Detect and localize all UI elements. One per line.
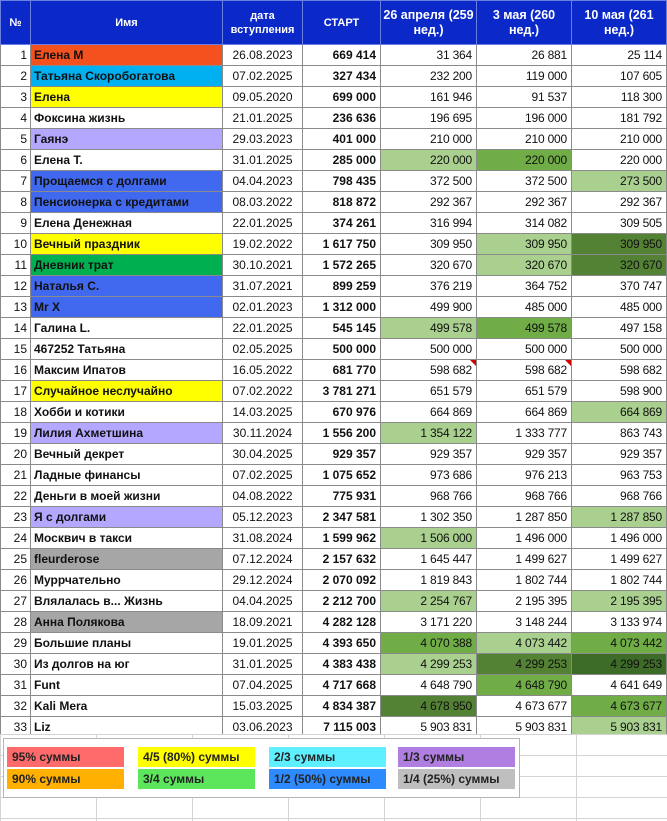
cell-week-259[interactable]: 232 200 [381, 66, 477, 87]
table-row [1, 402, 667, 423]
cell-name[interactable]: Татьяна Скоробогатова [31, 66, 223, 87]
cell-name[interactable]: Пенсионерка с кредитами [31, 192, 223, 213]
cell-week-259[interactable]: 4 648 790 [381, 675, 477, 696]
cell-week-259[interactable]: 309 950 [381, 234, 477, 255]
table-row [1, 528, 667, 549]
legend-item: 2/3 суммы [269, 747, 386, 767]
cell-week-259[interactable]: 320 670 [381, 255, 477, 276]
cell-week-260[interactable]: 1 802 744 [477, 570, 572, 591]
cell-num[interactable]: 1 [1, 45, 31, 66]
cell-date[interactable]: 30.04.2025 [223, 444, 303, 465]
cell-week-260[interactable]: 220 000 [477, 150, 572, 171]
cell-name[interactable]: Случайное неслучайно [31, 381, 223, 402]
cell-name[interactable]: Kali Mera [31, 696, 223, 717]
cell-num[interactable]: 10 [1, 234, 31, 255]
cell-start[interactable]: 1 075 652 [303, 465, 381, 486]
cell-week-260[interactable]: 210 000 [477, 129, 572, 150]
cell-week-261[interactable]: 210 000 [572, 129, 667, 150]
cell-num[interactable]: 11 [1, 255, 31, 276]
table-row [1, 360, 667, 381]
cell-week-261[interactable]: 181 792 [572, 108, 667, 129]
cell-week-260[interactable]: 320 670 [477, 255, 572, 276]
cell-week-259[interactable]: 196 695 [381, 108, 477, 129]
cell-week-261[interactable]: 963 753 [572, 465, 667, 486]
header-week-260[interactable]: 3 мая (260 нед.) [477, 1, 572, 45]
cell-name[interactable]: Наталья С. [31, 276, 223, 297]
cell-week-259[interactable]: 1 302 350 [381, 507, 477, 528]
cell-week-259[interactable]: 500 000 [381, 339, 477, 360]
cell-week-261[interactable]: 107 605 [572, 66, 667, 87]
cell-week-260[interactable]: 4 648 790 [477, 675, 572, 696]
cell-name[interactable]: Дневник трат [31, 255, 223, 276]
cell-start[interactable]: 401 000 [303, 129, 381, 150]
cell-week-261[interactable]: 497 158 [572, 318, 667, 339]
cell-week-259[interactable]: 210 000 [381, 129, 477, 150]
table-row [1, 444, 667, 465]
cell-name[interactable]: Лилия Ахметшина [31, 423, 223, 444]
cell-week-260[interactable]: 499 578 [477, 318, 572, 339]
cell-week-260[interactable]: 4 299 253 [477, 654, 572, 675]
cell-week-261[interactable]: 25 114 [572, 45, 667, 66]
cell-num[interactable]: 26 [1, 570, 31, 591]
table-row [1, 87, 667, 108]
color-legend [3, 738, 520, 798]
cell-week-259[interactable]: 1 354 122 [381, 423, 477, 444]
cell-week-260[interactable]: 196 000 [477, 108, 572, 129]
cell-week-261[interactable]: 5 903 831 [572, 717, 667, 738]
cell-week-259[interactable]: 598 682 [381, 360, 477, 381]
cell-week-261[interactable]: 485 000 [572, 297, 667, 318]
table-row [1, 696, 667, 717]
table-row [1, 171, 667, 192]
cell-week-261[interactable]: 500 000 [572, 339, 667, 360]
cell-start[interactable]: 929 357 [303, 444, 381, 465]
header-week-261[interactable]: 10 мая (261 нед.) [572, 1, 667, 45]
cell-start[interactable]: 1 556 200 [303, 423, 381, 444]
cell-week-261[interactable]: 664 869 [572, 402, 667, 423]
cell-start[interactable]: 681 770 [303, 360, 381, 381]
legend-item: 4/5 (80%) суммы [138, 747, 255, 767]
header-row [1, 1, 667, 45]
cell-num[interactable]: 19 [1, 423, 31, 444]
cell-num[interactable]: 18 [1, 402, 31, 423]
cell-week-260[interactable]: 1 333 777 [477, 423, 572, 444]
cell-name[interactable]: Елена Т. [31, 150, 223, 171]
cell-week-261[interactable]: 220 000 [572, 150, 667, 171]
cell-date[interactable]: 04.08.2022 [223, 486, 303, 507]
cell-week-260[interactable]: 91 537 [477, 87, 572, 108]
cell-num[interactable]: 25 [1, 549, 31, 570]
table-row [1, 255, 667, 276]
cell-name[interactable]: 467252 Татьяна [31, 339, 223, 360]
table-row [1, 66, 667, 87]
cell-date[interactable]: 30.10.2021 [223, 255, 303, 276]
table-row [1, 675, 667, 696]
cell-week-261[interactable]: 4 299 253 [572, 654, 667, 675]
cell-start[interactable]: 500 000 [303, 339, 381, 360]
cell-week-260[interactable]: 976 213 [477, 465, 572, 486]
cell-name[interactable]: Из долгов на юг [31, 654, 223, 675]
cell-name[interactable]: Елена М [31, 45, 223, 66]
cell-date[interactable]: 31.07.2021 [223, 276, 303, 297]
cell-date[interactable]: 02.05.2025 [223, 339, 303, 360]
cell-week-260[interactable]: 4 073 442 [477, 633, 572, 654]
cell-date[interactable]: 19.02.2022 [223, 234, 303, 255]
cell-week-261[interactable]: 968 766 [572, 486, 667, 507]
table-row [1, 234, 667, 255]
header-week-259[interactable]: 26 апреля (259 нед.) [381, 1, 477, 45]
cell-week-259[interactable]: 220 000 [381, 150, 477, 171]
cell-week-259[interactable]: 499 900 [381, 297, 477, 318]
cell-date[interactable]: 15.03.2025 [223, 696, 303, 717]
cell-name[interactable]: Funt [31, 675, 223, 696]
cell-week-261[interactable]: 1 499 627 [572, 549, 667, 570]
cell-date[interactable]: 18.09.2021 [223, 612, 303, 633]
cell-date[interactable]: 21.01.2025 [223, 108, 303, 129]
cell-name[interactable]: Фоксина жизнь [31, 108, 223, 129]
cell-start[interactable]: 2 347 581 [303, 507, 381, 528]
header-name[interactable]: Имя [31, 1, 223, 45]
cell-week-259[interactable]: 1 506 000 [381, 528, 477, 549]
cell-start[interactable]: 3 781 271 [303, 381, 381, 402]
cell-week-260[interactable]: 364 752 [477, 276, 572, 297]
legend-item: 1/4 (25%) суммы [398, 769, 515, 789]
cell-start[interactable]: 775 931 [303, 486, 381, 507]
cell-week-259[interactable]: 664 869 [381, 402, 477, 423]
cell-name[interactable]: fleurderose [31, 549, 223, 570]
cell-week-261[interactable]: 3 133 974 [572, 612, 667, 633]
table-row [1, 129, 667, 150]
cell-week-260[interactable]: 651 579 [477, 381, 572, 402]
table-row [1, 423, 667, 444]
cell-date[interactable]: 14.03.2025 [223, 402, 303, 423]
cell-week-261[interactable]: 863 743 [572, 423, 667, 444]
cell-start[interactable]: 236 636 [303, 108, 381, 129]
cell-start[interactable]: 327 434 [303, 66, 381, 87]
cell-week-259[interactable]: 5 903 831 [381, 717, 477, 738]
table-row [1, 486, 667, 507]
cell-date[interactable]: 26.08.2023 [223, 45, 303, 66]
cell-start[interactable]: 670 976 [303, 402, 381, 423]
cell-week-260[interactable]: 314 082 [477, 213, 572, 234]
table-row [1, 108, 667, 129]
cell-week-259[interactable]: 376 219 [381, 276, 477, 297]
cell-week-260[interactable]: 968 766 [477, 486, 572, 507]
cell-week-259[interactable]: 929 357 [381, 444, 477, 465]
cell-date[interactable]: 22.01.2025 [223, 318, 303, 339]
cell-name[interactable]: Liz [31, 717, 223, 738]
cell-start[interactable]: 2 157 632 [303, 549, 381, 570]
cell-date[interactable]: 31.01.2025 [223, 654, 303, 675]
cell-week-260[interactable]: 1 499 627 [477, 549, 572, 570]
cell-name[interactable]: Гаянэ [31, 129, 223, 150]
cell-num[interactable]: 22 [1, 486, 31, 507]
table-row [1, 654, 667, 675]
cell-name[interactable]: Вечный декрет [31, 444, 223, 465]
table-row [1, 276, 667, 297]
table-row [1, 465, 667, 486]
cell-num[interactable]: 5 [1, 129, 31, 150]
legend-item: 1/2 (50%) суммы [269, 769, 386, 789]
cell-num[interactable]: 24 [1, 528, 31, 549]
cell-start[interactable]: 1 617 750 [303, 234, 381, 255]
cell-week-259[interactable]: 372 500 [381, 171, 477, 192]
cell-week-261[interactable]: 2 195 395 [572, 591, 667, 612]
cell-week-260[interactable]: 485 000 [477, 297, 572, 318]
cell-num[interactable]: 16 [1, 360, 31, 381]
cell-start[interactable]: 1 572 265 [303, 255, 381, 276]
cell-week-260[interactable]: 26 881 [477, 45, 572, 66]
cell-week-261[interactable]: 4 641 649 [572, 675, 667, 696]
cell-name[interactable]: Анна Полякова [31, 612, 223, 633]
cell-week-259[interactable]: 161 946 [381, 87, 477, 108]
cell-name[interactable]: Галина L. [31, 318, 223, 339]
cell-week-259[interactable]: 31 364 [381, 45, 477, 66]
cell-week-261[interactable]: 929 357 [572, 444, 667, 465]
header-date[interactable]: дата вступления [223, 1, 303, 45]
cell-week-260[interactable]: 309 950 [477, 234, 572, 255]
cell-week-260[interactable]: 1 287 850 [477, 507, 572, 528]
cell-num[interactable]: 14 [1, 318, 31, 339]
cell-num[interactable]: 17 [1, 381, 31, 402]
cell-week-260[interactable]: 929 357 [477, 444, 572, 465]
cell-week-261[interactable]: 370 747 [572, 276, 667, 297]
cell-date[interactable]: 29.03.2023 [223, 129, 303, 150]
cell-date[interactable]: 31.01.2025 [223, 150, 303, 171]
cell-start[interactable]: 818 872 [303, 192, 381, 213]
cell-start[interactable]: 7 115 003 [303, 717, 381, 738]
cell-name[interactable]: Большие планы [31, 633, 223, 654]
cell-date[interactable]: 07.02.2025 [223, 465, 303, 486]
cell-num[interactable]: 13 [1, 297, 31, 318]
cell-week-259[interactable]: 4 070 388 [381, 633, 477, 654]
cell-start[interactable]: 699 000 [303, 87, 381, 108]
table-row [1, 549, 667, 570]
cell-date[interactable]: 07.02.2022 [223, 381, 303, 402]
cell-start[interactable]: 4 393 650 [303, 633, 381, 654]
table-row [1, 213, 667, 234]
cell-date[interactable]: 02.01.2023 [223, 297, 303, 318]
cell-name[interactable]: Муррчательно [31, 570, 223, 591]
table-row [1, 318, 667, 339]
cell-name[interactable]: Вечный праздник [31, 234, 223, 255]
cell-week-260[interactable]: 3 148 244 [477, 612, 572, 633]
cell-name[interactable]: Влялалась в... Жизнь [31, 591, 223, 612]
empty-sheet-grid [0, 734, 667, 821]
cell-name[interactable]: Деньги в моей жизни [31, 486, 223, 507]
cell-week-259[interactable]: 1 819 843 [381, 570, 477, 591]
cell-start[interactable]: 669 414 [303, 45, 381, 66]
cell-date[interactable]: 07.12.2024 [223, 549, 303, 570]
cell-name[interactable]: Москвич в такси [31, 528, 223, 549]
cell-date[interactable]: 31.08.2024 [223, 528, 303, 549]
cell-start[interactable]: 285 000 [303, 150, 381, 171]
cell-date[interactable]: 09.05.2020 [223, 87, 303, 108]
cell-week-259[interactable]: 3 171 220 [381, 612, 477, 633]
table-row [1, 591, 667, 612]
cell-start[interactable]: 4 383 438 [303, 654, 381, 675]
cell-num[interactable]: 6 [1, 150, 31, 171]
cell-date[interactable]: 16.05.2022 [223, 360, 303, 381]
cell-start[interactable]: 1 312 000 [303, 297, 381, 318]
cell-week-261[interactable]: 273 500 [572, 171, 667, 192]
cell-week-259[interactable]: 1 645 447 [381, 549, 477, 570]
cell-num[interactable]: 7 [1, 171, 31, 192]
cell-date[interactable]: 29.12.2024 [223, 570, 303, 591]
cell-num[interactable]: 8 [1, 192, 31, 213]
cell-date[interactable]: 07.04.2025 [223, 675, 303, 696]
table-row [1, 381, 667, 402]
cell-week-260[interactable]: 500 000 [477, 339, 572, 360]
table-row [1, 507, 667, 528]
cell-week-259[interactable]: 292 367 [381, 192, 477, 213]
cell-week-261[interactable]: 1 287 850 [572, 507, 667, 528]
table-row [1, 297, 667, 318]
cell-week-260[interactable]: 119 000 [477, 66, 572, 87]
cell-num[interactable]: 27 [1, 591, 31, 612]
cell-num[interactable]: 30 [1, 654, 31, 675]
cell-week-261[interactable]: 1 496 000 [572, 528, 667, 549]
table-row [1, 633, 667, 654]
cell-date[interactable]: 04.04.2025 [223, 591, 303, 612]
cell-num[interactable]: 20 [1, 444, 31, 465]
cell-name[interactable]: Ладные финансы [31, 465, 223, 486]
cell-week-259[interactable]: 968 766 [381, 486, 477, 507]
table-row [1, 150, 667, 171]
cell-num[interactable]: 32 [1, 696, 31, 717]
cell-week-260[interactable]: 372 500 [477, 171, 572, 192]
cell-date[interactable]: 03.06.2023 [223, 717, 303, 738]
cell-name[interactable]: Хобби и котики [31, 402, 223, 423]
cell-num[interactable]: 31 [1, 675, 31, 696]
header-start[interactable]: СТАРТ [303, 1, 381, 45]
cell-week-261[interactable]: 1 802 744 [572, 570, 667, 591]
cell-name[interactable]: Елена Денежная [31, 213, 223, 234]
cell-week-260[interactable]: 2 195 395 [477, 591, 572, 612]
cell-date[interactable]: 07.02.2025 [223, 66, 303, 87]
cell-start[interactable]: 374 261 [303, 213, 381, 234]
cell-date[interactable]: 05.12.2023 [223, 507, 303, 528]
legend-item: 1/3 суммы [398, 747, 515, 767]
table-row [1, 339, 667, 360]
cell-name[interactable]: Максим Ипатов [31, 360, 223, 381]
cell-week-260[interactable]: 598 682 [477, 360, 572, 381]
cell-week-261[interactable]: 320 670 [572, 255, 667, 276]
cell-date[interactable]: 30.11.2024 [223, 423, 303, 444]
cell-num[interactable]: 4 [1, 108, 31, 129]
header-num[interactable]: № [1, 1, 31, 45]
cell-week-259[interactable]: 4 678 950 [381, 696, 477, 717]
cell-date[interactable]: 22.01.2025 [223, 213, 303, 234]
legend-item: 3/4 суммы [138, 769, 255, 789]
table-row [1, 45, 667, 66]
cell-date[interactable]: 04.04.2023 [223, 171, 303, 192]
cell-num[interactable]: 21 [1, 465, 31, 486]
cell-start[interactable]: 4 717 668 [303, 675, 381, 696]
cell-num[interactable]: 3 [1, 87, 31, 108]
cell-week-259[interactable]: 4 299 253 [381, 654, 477, 675]
cell-name[interactable]: Mr X [31, 297, 223, 318]
cell-week-260[interactable]: 664 869 [477, 402, 572, 423]
cell-date[interactable]: 19.01.2025 [223, 633, 303, 654]
cell-num[interactable]: 15 [1, 339, 31, 360]
cell-week-261[interactable]: 309 505 [572, 213, 667, 234]
cell-week-261[interactable]: 292 367 [572, 192, 667, 213]
cell-week-259[interactable]: 651 579 [381, 381, 477, 402]
cell-num[interactable]: 2 [1, 66, 31, 87]
table-row [1, 612, 667, 633]
cell-start[interactable]: 4 834 387 [303, 696, 381, 717]
cell-week-260[interactable]: 292 367 [477, 192, 572, 213]
cell-week-259[interactable]: 2 254 767 [381, 591, 477, 612]
table-row [1, 192, 667, 213]
cell-week-261[interactable]: 4 673 677 [572, 696, 667, 717]
cell-num[interactable]: 12 [1, 276, 31, 297]
cell-start[interactable]: 2 070 092 [303, 570, 381, 591]
cell-start[interactable]: 2 212 700 [303, 591, 381, 612]
cell-num[interactable]: 28 [1, 612, 31, 633]
cell-start[interactable]: 4 282 128 [303, 612, 381, 633]
cell-week-261[interactable]: 598 682 [572, 360, 667, 381]
cell-name[interactable]: Елена [31, 87, 223, 108]
cell-start[interactable]: 545 145 [303, 318, 381, 339]
cell-week-261[interactable]: 309 950 [572, 234, 667, 255]
cell-num[interactable]: 23 [1, 507, 31, 528]
cell-week-261[interactable]: 4 073 442 [572, 633, 667, 654]
cell-week-260[interactable]: 4 673 677 [477, 696, 572, 717]
cell-week-260[interactable]: 1 496 000 [477, 528, 572, 549]
cell-date[interactable]: 08.03.2022 [223, 192, 303, 213]
cell-week-260[interactable]: 5 903 831 [477, 717, 572, 738]
legend-item: 95% суммы [7, 747, 124, 767]
cell-start[interactable]: 1 599 962 [303, 528, 381, 549]
cell-num[interactable]: 33 [1, 717, 31, 738]
cell-name[interactable]: Прощаемся с долгами [31, 171, 223, 192]
cell-start[interactable]: 798 435 [303, 171, 381, 192]
cell-week-259[interactable]: 973 686 [381, 465, 477, 486]
cell-num[interactable]: 29 [1, 633, 31, 654]
cell-week-259[interactable]: 316 994 [381, 213, 477, 234]
legend-item: 90% суммы [7, 769, 124, 789]
cell-week-261[interactable]: 598 900 [572, 381, 667, 402]
cell-num[interactable]: 9 [1, 213, 31, 234]
cell-week-259[interactable]: 499 578 [381, 318, 477, 339]
cell-name[interactable]: Я с долгами [31, 507, 223, 528]
table-row [1, 570, 667, 591]
cell-start[interactable]: 899 259 [303, 276, 381, 297]
cell-week-261[interactable]: 118 300 [572, 87, 667, 108]
